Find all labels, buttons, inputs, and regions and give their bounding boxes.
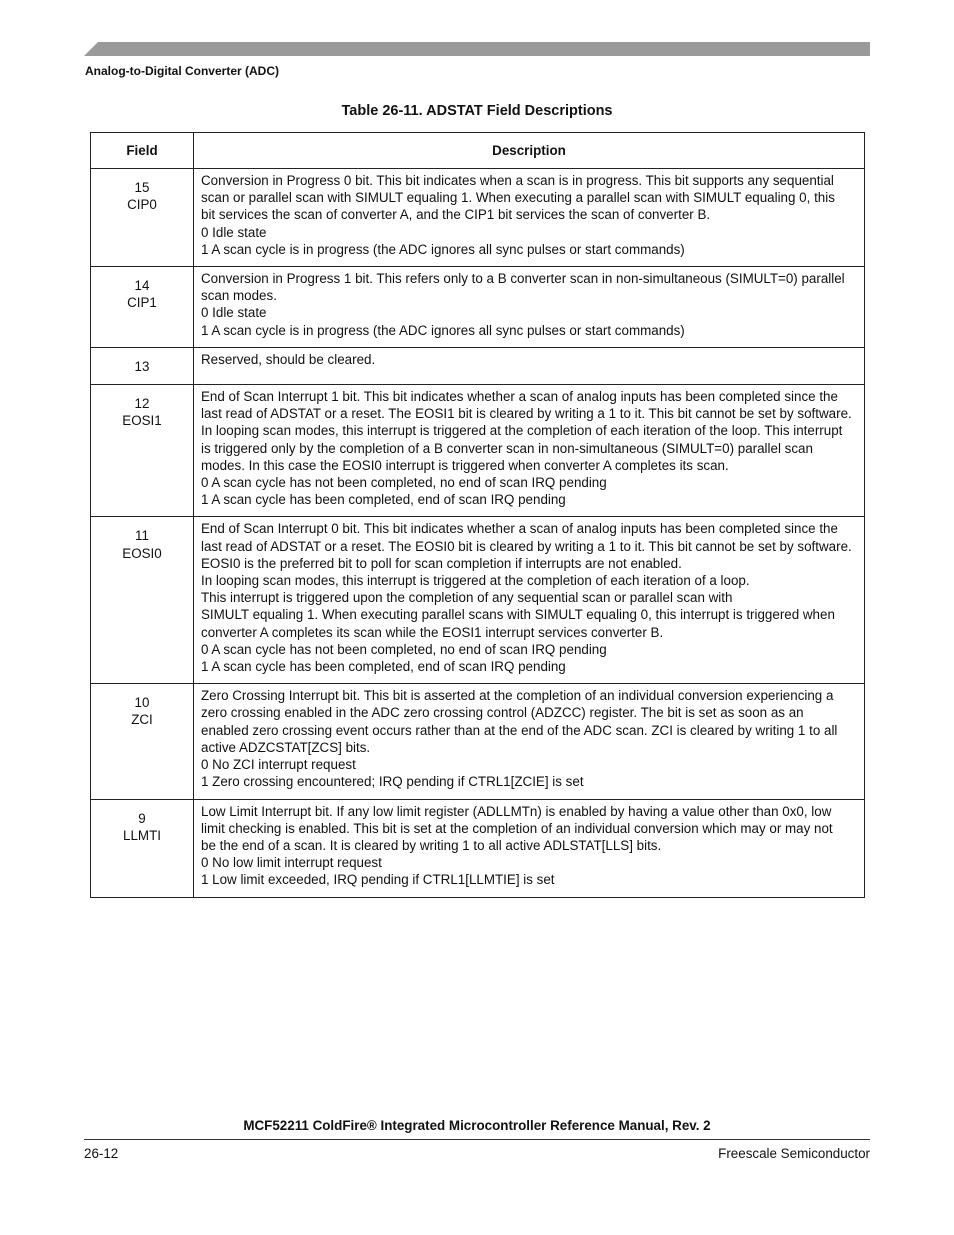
field-cell: [91, 267, 194, 348]
bit-number: 10: [134, 695, 150, 711]
value-definition: 0 No low limit interrupt request: [201, 855, 382, 871]
description-line: Low Limit Interrupt bit. If any low limit register (ADLLMTn) is enabled by having a value other than 0x0, low: [201, 803, 832, 819]
header-bar: [84, 42, 870, 56]
value-definition: 1 A scan cycle is in progress (the ADC ignores all sync pulses or start commands): [201, 241, 685, 257]
footer-divider: [84, 1139, 870, 1140]
description-line: last read of ADSTAT or a reset. The EOSI1 bit is cleared by writing a 1 to it. This bit cannot be set by software.: [201, 406, 852, 422]
bit-number: 11: [135, 528, 149, 544]
field-cell: [91, 517, 194, 684]
description-line: End of Scan Interrupt 0 bit. This bit indicates whether a scan of analog inputs has been completed since the: [201, 521, 838, 537]
description-line: Conversion in Progress 0 bit. This bit indicates when a scan is in progress. This bit supports any sequential: [201, 173, 834, 188]
description-line: SIMULT equaling 1. When executing parallel scans with SIMULT equaling 0, this interrupt is triggered when: [201, 607, 835, 623]
field-name: EOSI0: [122, 545, 162, 561]
bit-number: 13: [134, 358, 150, 374]
description-line: This interrupt is triggered upon the completion of any sequential scan or parallel scan with: [201, 590, 733, 606]
table-row: [91, 684, 865, 799]
description-line: scan or parallel scan with SIMULT equaling 1. When executing a parallel scan with SIMULT equaling 0, this: [201, 190, 835, 206]
field-name: CIP0: [127, 197, 157, 213]
bit-number: 14: [134, 278, 150, 294]
description-line: In looping scan modes, this interrupt is triggered at the completion of each iteration of a loop.: [201, 573, 750, 589]
field-cell: [91, 385, 194, 517]
field-cell: [91, 169, 194, 267]
description-line: zero crossing enabled in the ADC zero crossing control (ADZCC) register. The bit is set as soon as an: [201, 705, 804, 721]
description-cell: [194, 684, 865, 799]
field-cell: [91, 799, 194, 897]
value-definition: 0 No ZCI interrupt request: [201, 757, 356, 773]
description-line: converter A completes its scan while the EOSI1 interrupt services converter B.: [201, 624, 664, 640]
section-title: Analog-to-Digital Converter (ADC): [85, 64, 279, 78]
description-line: enabled zero crossing event occurs rather than at the end of the ADC scan. ZCI is cleared by writing 1 to all: [201, 722, 838, 738]
description-line: Reserved, should be cleared.: [201, 351, 376, 367]
field-cell: [91, 347, 194, 384]
bit-number: 9: [138, 810, 146, 826]
value-definition: 1 A scan cycle has been completed, end of scan IRQ pending: [201, 492, 566, 508]
value-definition: 1 A scan cycle has been completed, end of scan IRQ pending: [201, 659, 566, 675]
description-line: EOSI0 is the preferred bit to poll for scan completion if interrupts are not enabled.: [201, 555, 682, 571]
description-line: is triggered only by the completion of a B converter scan in non-simultaneous (SIMULT=0) parallel scan: [201, 440, 813, 456]
description-line: be the end of a scan. It is cleared by writing 1 to all active ADLSTAT[LLS] bits.: [201, 837, 662, 853]
table-row: [91, 799, 865, 897]
table-row: [91, 267, 865, 348]
field-name: LLMTI: [123, 827, 161, 843]
value-definition: 0 Idle state: [201, 224, 267, 240]
value-definition: 0 A scan cycle has not been completed, no end of scan IRQ pending: [201, 475, 607, 491]
description-line: Conversion in Progress 1 bit. This refers only to a B converter scan in non-simultaneous (SIMULT=0) parallel: [201, 271, 845, 287]
description-line: limit checking is enabled. This bit is set at the completion of an individual conversion which may or may not: [201, 820, 833, 836]
table-header-row: [91, 133, 865, 169]
description-line: In looping scan modes, this interrupt is triggered at the completion of each iteration of the loop. This interrupt: [201, 423, 843, 439]
description-cell: [194, 385, 865, 517]
value-definition: 1 Zero crossing encountered; IRQ pending if CTRL1[ZCIE] is set: [201, 774, 584, 790]
description-cell: [194, 347, 865, 384]
value-definition: 1 A scan cycle is in progress (the ADC ignores all sync pulses or start commands): [201, 322, 685, 338]
description-line: End of Scan Interrupt 1 bit. This bit indicates whether a scan of analog inputs has been completed since the: [201, 389, 838, 405]
description-cell: [194, 169, 865, 267]
bit-number: 12: [134, 396, 150, 412]
description-line: last read of ADSTAT or a reset. The EOSI0 bit is cleared by writing a 1 to it. This bit cannot be set by software.: [201, 538, 852, 554]
table-row: [91, 517, 865, 684]
field-name: EOSI1: [122, 413, 162, 429]
table-title: Table 26-11. ADSTAT Field Descriptions: [341, 103, 613, 119]
description-line: scan modes.: [201, 288, 277, 304]
field-name: ZCI: [131, 712, 153, 728]
header-bar-graphic: [84, 42, 870, 56]
field-column-header: Field: [91, 133, 194, 169]
company-name: Freescale Semiconductor: [718, 1146, 870, 1161]
field-cell: [91, 684, 194, 799]
description-cell: [194, 799, 865, 897]
description-line: bit services the scan of converter A, and the CIP1 bit services the scan of converter B.: [201, 207, 711, 223]
field-name: CIP1: [127, 295, 157, 311]
value-definition: 0 Idle state: [201, 305, 267, 321]
description-line: modes. In this case the EOSI0 interrupt is triggered when converter A completes its scan.: [201, 457, 729, 473]
table-row: [91, 169, 865, 267]
description-column-header: Description: [194, 133, 865, 169]
table-body: [91, 169, 865, 898]
value-definition: 0 A scan cycle has not been completed, no end of scan IRQ pending: [201, 641, 607, 657]
field-descriptions-table: [90, 132, 865, 898]
description-cell: [194, 267, 865, 348]
description-cell: [194, 517, 865, 684]
description-line: active ADZCSTAT[ZCS] bits.: [201, 739, 371, 755]
value-definition: 1 Low limit exceeded, IRQ pending if CTRL1[LLMTIE] is set: [201, 872, 555, 888]
page-number: 26-12: [84, 1146, 119, 1161]
description-line: Zero Crossing Interrupt bit. This bit is asserted at the completion of an individual conversion experiencing a: [201, 688, 834, 704]
manual-title: MCF52211 ColdFire® Integrated Microcontroller Reference Manual, Rev. 2: [243, 1118, 711, 1133]
table-row: [91, 385, 865, 517]
table-row: [91, 347, 865, 384]
bit-number: 15: [134, 180, 150, 195]
